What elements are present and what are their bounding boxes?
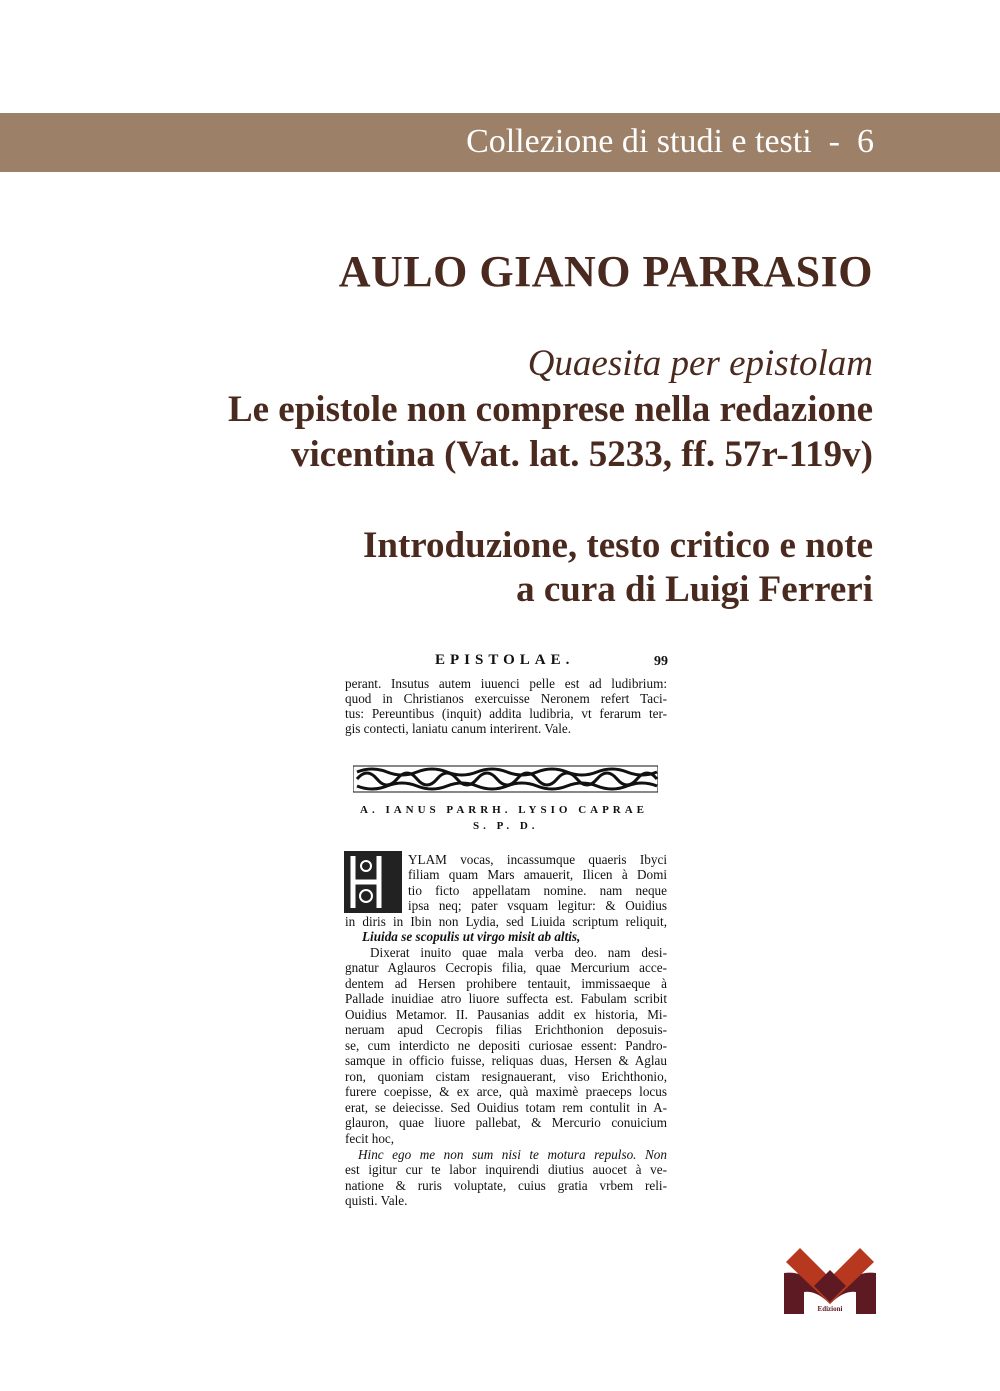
scan-line: Pallade inuidiae atro liuore suffecta est. Fabulam scribit <box>345 991 667 1006</box>
publisher-logo <box>784 1248 876 1314</box>
scan-line: natione & ruris voluptate, cuius gratia vrbem reli- <box>345 1178 667 1193</box>
scan-line: fecit hoc, <box>345 1131 395 1146</box>
scan-line: tio ficto appellatam nomine. nam neque <box>408 883 667 898</box>
scan-page-number: 99 <box>654 654 668 669</box>
scan-line: quisti. Vale. <box>345 1193 408 1208</box>
editor-line-2: a cura di Luigi Ferreri <box>516 569 873 610</box>
scanned-page-image <box>340 652 670 1222</box>
scan-line: est igitur cur te labor inquirendi diutius auocet à ve- <box>345 1162 667 1177</box>
ornament-band-icon <box>353 764 658 794</box>
scan-line: gnatur Aglauros Cecropis filia, quae Mercurium acce- <box>345 960 667 975</box>
scan-verse-line: Hinc ego me non sum nisi te motura repulso. Non <box>358 1147 667 1162</box>
publisher-logo-text: Edizioni <box>817 1305 843 1313</box>
scan-header: EPISTOLAE. <box>435 652 575 668</box>
title-italic: Quaesita per epistolam <box>527 343 873 384</box>
scan-line: samque in officio fuisse, reliquas duas, Hersen & Aglau <box>345 1053 667 1068</box>
scan-line: se, cum interdicto ne depositi curiosae essent: Pandro- <box>345 1038 667 1053</box>
scan-line: YLAM vocas, incassumque quaeris Ibyci <box>408 852 667 867</box>
scan-verse-line: Dixerat inuito quae mala verba deo. nam desi- <box>370 945 667 960</box>
letter-salutation: S. P. D. <box>473 820 539 832</box>
series-label: Collezione di studi e testi - 6 <box>466 123 874 160</box>
author-name: AULO GIANO PARRASIO <box>338 247 873 296</box>
scan-line: Ouidius Metamor. II. Pausanias addit ex historia, Mi- <box>345 1007 667 1022</box>
scan-line: ipsa neq; pater vsquam legitur: & Ouidius <box>408 898 667 913</box>
scan-line: gis contecti, laniatu canum interirent. Vale. <box>345 721 572 736</box>
subtitle-line-1: Le epistole non comprese nella redazione <box>227 389 873 430</box>
scan-line: in diris in Ibin non Lydia, sed Liuida scriptum reliquit, <box>345 914 667 929</box>
subtitle-line-2: vicentina (Vat. lat. 5233, ff. 57r-119v) <box>291 434 873 475</box>
scan-line: filiam quam Mars amauerit, Ilicen à Domi <box>408 867 667 882</box>
publisher-logo-icon <box>784 1248 876 1314</box>
series-band <box>0 113 1000 172</box>
scan-line: neruam apud Cecropis filias Erichthonion deposuis- <box>345 1022 667 1037</box>
scan-line: tus: Pereuntibus (inquit) addita ludibria, vt ferarum ter- <box>345 706 667 721</box>
scan-line: glauron, quae liuore pallebat, & Mercurio conuicium <box>345 1115 667 1130</box>
scan-verse-line: Liuida se scopulis ut virgo misit ab altis, <box>362 929 581 944</box>
scan-line: ron, quoniam cistam resignauerant, viso Erichthonio, <box>345 1069 667 1084</box>
scan-line: quod in Christianos exercuisse Neronem refert Taci- <box>345 691 667 706</box>
scan-line: erat, se deiecisse. Sed Ouidius totam rem contulit in A- <box>345 1100 667 1115</box>
scan-line: furere coepisse, & ex arce, quà maximè praeceps locus <box>345 1084 667 1099</box>
scan-line: perant. Insutus autem iuuenci pelle est ad ludibrium: <box>345 676 667 691</box>
decorated-initial-h-icon <box>343 850 403 914</box>
editor-line-1: Introduzione, testo critico e note <box>362 525 873 566</box>
letter-heading: A. IANUS PARRH. LYSIO CAPRAE <box>360 804 649 816</box>
scan-line: dentem ad Hersen prohibere tentauit, immissaeque à <box>345 976 667 991</box>
